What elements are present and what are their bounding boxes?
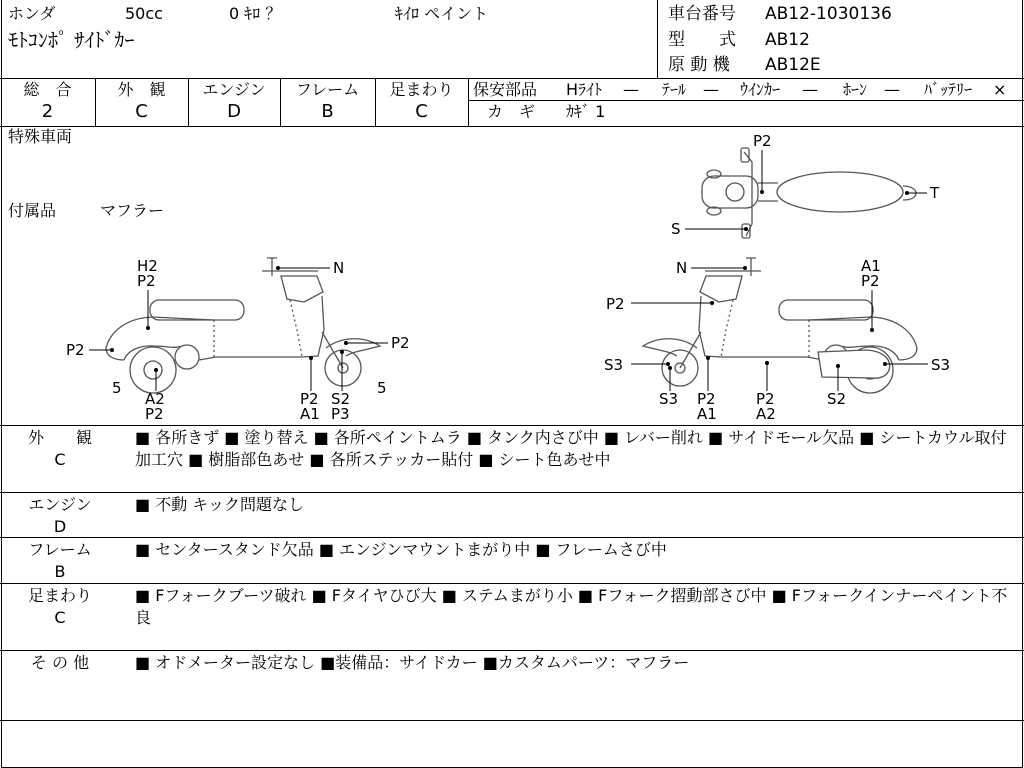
remark-row-exterior [0, 425, 1022, 492]
special-vehicle-label: 特殊車両 [8, 127, 73, 146]
leader-dot [668, 366, 672, 370]
left-view-code-p2-wheel: P2 [145, 405, 164, 423]
front-cowl-top [702, 176, 758, 208]
chassis-number-label: 車台番号 [668, 4, 736, 24]
rating-exterior [95, 78, 188, 126]
divider [0, 720, 1024, 721]
leader-dot [760, 190, 764, 194]
leader-dot [706, 356, 710, 360]
remark-category-label: 外 観 [27, 428, 92, 447]
leader-dot [836, 364, 840, 368]
safety-item-winker: ｳｲﾝｶｰ [740, 80, 781, 99]
grip-top [741, 148, 749, 162]
model-code-value: AB12 [765, 30, 810, 50]
leader-dot [340, 350, 344, 354]
right-view-code-p2-body: P2 [756, 390, 775, 408]
right-view-code-n: N [676, 259, 688, 277]
divider [468, 100, 1024, 101]
safety-status-horn: — [884, 80, 900, 99]
displacement: 50cc [125, 4, 163, 23]
rating-suspension [375, 78, 468, 126]
divider [280, 78, 281, 126]
right-view-code-s3-wheel: S3 [659, 390, 679, 408]
right-view-code-s3-rear: S3 [931, 356, 951, 374]
remark-text: ■ オドメーター設定なし ■装備品：サイドカー ■カスタムパーツ：マフラー [135, 653, 690, 672]
leader-dot [905, 191, 909, 195]
remark-text: ■ Fフォークブーツ破れ ■ Fタイヤひび大 ■ ステムまがり小 ■ Fフォーク摺動部さび中 ■ Fフォークインナーペイント不良 [135, 586, 1008, 627]
engine-code-value: AB12E [765, 55, 821, 75]
left-view-code-h2: H2 [137, 257, 158, 275]
remark-text: ■ センタースタンド欠品 ■ エンジンマウントまがり中 ■ フレームさび中 [135, 540, 667, 559]
engine-code-label: 原 動 機 [668, 55, 730, 75]
rating-value: D [227, 101, 241, 122]
key-label: カ ギ [487, 102, 536, 121]
remark-category-label: そ の 他 [30, 653, 90, 672]
accessories-label: 付属品 [8, 201, 57, 220]
remark-grade: B [54, 562, 66, 581]
left-view-code-p2-rear: P2 [66, 341, 85, 359]
remark-category-label: フレーム [28, 540, 92, 559]
leader-dot [344, 341, 348, 345]
mileage: 0 ｷﾛ ？ [229, 4, 282, 23]
divider [468, 78, 469, 126]
rating-engine [188, 78, 280, 126]
rating-label: 外 観 [117, 80, 166, 99]
safety-status-winker: — [802, 80, 818, 99]
left-view-code-a1: A1 [300, 405, 320, 423]
divider [375, 78, 376, 126]
leader-dot [883, 362, 887, 366]
left-view-code-p2-floor: P2 [300, 390, 319, 408]
muffler [818, 350, 890, 378]
left-view-code-n: N [333, 259, 345, 277]
rating-value: B [321, 101, 334, 122]
safety-item-battery: ﾊﾞｯﾃﾘｰ [924, 80, 973, 99]
safety-parts-label: 保安部品 [473, 80, 538, 99]
safety-item-taillight: ﾃｰﾙ [662, 80, 687, 99]
leader-dot [309, 356, 313, 360]
divider [657, 0, 658, 78]
remark-grade: D [53, 517, 67, 536]
left-view-code-a2: A2 [145, 390, 165, 408]
top-view-code-t: T [930, 184, 940, 202]
rating-label: 足まわり [389, 80, 454, 99]
rating-value: 2 [41, 101, 54, 122]
rating-value: C [415, 101, 428, 122]
remark-category [0, 494, 120, 537]
accessories-value: マフラー [100, 201, 165, 220]
divider [188, 78, 189, 126]
leader-dot [710, 301, 714, 305]
leader-dot [870, 328, 874, 332]
leader-dot [666, 362, 670, 366]
left-view-code-p3: P3 [331, 405, 350, 423]
remark-row-frame [0, 537, 1022, 583]
right-view-code-p2-front: P2 [606, 295, 625, 313]
rating-label: エンジン [202, 80, 266, 99]
divider [95, 78, 96, 126]
left-view-code-5-front: 5 [377, 379, 387, 397]
safety-status-battery: × [993, 80, 1007, 99]
headlight-top [726, 183, 744, 201]
safety-item-headlight: Hﾗｲﾄ [566, 80, 603, 99]
safety-status-headlight: — [623, 80, 639, 99]
left-view-code-p2-front: P2 [391, 334, 410, 352]
remark-text: ■ 不動 キック問題なし [135, 495, 304, 514]
right-view-code-p2-floor: P2 [697, 390, 716, 408]
remark-category-label: 足まわり [27, 586, 92, 605]
right-view-code-a2: A2 [756, 405, 776, 423]
leader-dot [744, 227, 748, 231]
scooter-damage-diagrams [0, 126, 1024, 425]
right-view-code-a1-seat: A1 [861, 257, 881, 275]
remark-category [0, 539, 120, 583]
rating-label: フレーム [295, 80, 360, 99]
remark-grade [0, 674, 120, 696]
leader-dot [276, 266, 280, 270]
leader-dot [154, 368, 158, 372]
right-view-code-p2-seat: P2 [861, 272, 880, 290]
left-view-code-p2-seat: P2 [137, 272, 156, 290]
remark-row-suspension [0, 583, 1022, 650]
chassis-number-value: AB12-1030136 [765, 4, 892, 24]
right-view-code-a1-floor: A1 [697, 405, 717, 423]
rating-label: 総 合 [23, 80, 72, 99]
remark-category [0, 427, 120, 471]
remark-row-engine [0, 492, 1022, 537]
remark-grade: C [54, 608, 66, 627]
remark-text: ■ 各所きず ■ 塗り替え ■ 各所ペイントムラ ■ タンク内さび中 ■ レバー削れ ■ サイドモール欠品 ■ シートカウル取付加工穴 ■ 樹脂部色あせ ■ 各所ステッカー貼付 ■ シート色あせ中 [135, 428, 1007, 469]
leader-dot [743, 266, 747, 270]
safety-item-horn: ﾎｰﾝ [843, 80, 868, 99]
leader-dot [146, 326, 150, 330]
remark-category [0, 585, 120, 629]
top-view-code-p2: P2 [753, 132, 772, 150]
remark-grade: C [54, 450, 66, 469]
remark-row-other [0, 650, 1022, 720]
rating-frame [280, 78, 375, 126]
mirror-top [707, 170, 721, 178]
rating-value: C [135, 101, 148, 122]
model-code-label: 型 式 [668, 30, 736, 50]
leader-dot [765, 361, 769, 365]
maker: ホンダ [8, 4, 56, 23]
top-view-outline [702, 148, 916, 238]
key-value: ｶｷﾞ 1 [566, 102, 606, 121]
rating-overall [0, 78, 95, 126]
remark-category [0, 652, 120, 696]
left-view-code-5-rear: 5 [112, 379, 122, 397]
right-view-code-s2: S2 [827, 390, 847, 408]
remark-category-label: エンジン [28, 495, 92, 514]
safety-status-taillight: — [703, 80, 719, 99]
leader-dot [110, 348, 114, 352]
body-top [777, 172, 903, 212]
left-view-code-s2: S2 [331, 390, 351, 408]
body-color: ｷｲﾛ ペイント [395, 4, 489, 23]
model-name: ﾓﾄｺﾝﾎﾟ ｻｲﾄﾞｶｰ [8, 28, 135, 52]
right-view-code-s3-front: S3 [604, 356, 624, 374]
top-view-code-s: S [671, 220, 681, 238]
